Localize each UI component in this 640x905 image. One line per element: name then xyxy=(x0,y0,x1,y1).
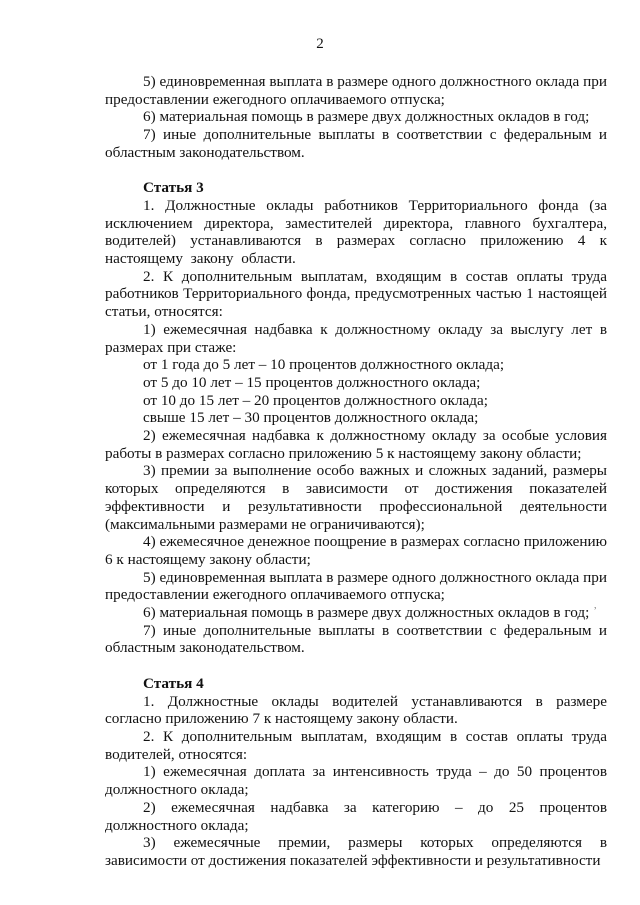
page-number: 2 xyxy=(316,36,324,52)
section-gap xyxy=(105,657,607,675)
scan-mark: , xyxy=(594,600,597,611)
paragraph-item: 1) ежемесячная доплата за интенсивность труда – до 50 процентов должностного оклада; xyxy=(105,763,607,799)
paragraph-item: 5) единовременная выплата в размере одного должностного оклада при предоставлении ежегодного оплачиваемого отпуска; xyxy=(105,568,607,604)
article-3-heading: Статья 3 xyxy=(143,179,204,197)
paragraph-item: 3) премии за выполнение особо важных и сложных заданий, размеры которых определяются в зависимости от достижения показателей эффективности и результативности профессиональной деятельности (максимальными размерами не ограничиваются); xyxy=(105,462,607,533)
paragraph-item: 5) единовременная выплата в размере одного должностного оклада при предоставлении ежегодного оплачиваемого отпуска; xyxy=(105,73,607,108)
article-4-heading: Статья 4 xyxy=(143,674,204,692)
paragraph: 1. Должностные оклады работников Территориального фонда (за исключением директора, заместителей директора, главного бухгалтера, водителей) устанавливаются в размерах согласно приложению 4 к настоящему закону области. xyxy=(105,196,607,268)
document-body xyxy=(105,73,607,870)
seniority-tier: от 5 до 10 лет – 15 процентов должностного оклада; xyxy=(143,373,481,391)
paragraph-item: 1) ежемесячная надбавка к должностному окладу за выслугу лет в размерах при стаже: xyxy=(105,320,607,356)
paragraph: 2. К дополнительным выплатам, входящим в состав оплаты труда работников Территориального фонда, предусмотренных частью 1 настоящей статьи, относятся: xyxy=(105,267,607,321)
paragraph-item: 6) материальная помощь в размере двух должностных окладов в год; xyxy=(143,604,590,622)
section-gap xyxy=(105,162,607,180)
paragraph-item: 7) иные дополнительные выплаты в соответствии с федеральным и областным законодательством. xyxy=(105,126,607,161)
seniority-tier: свыше 15 лет – 30 процентов должностного оклада; xyxy=(143,409,479,427)
paragraph-item: 6) материальная помощь в размере двух должностных окладов в год; xyxy=(143,108,590,126)
paragraph-item: 7) иные дополнительные выплаты в соответствии с федеральным и областным законодательством. xyxy=(105,621,607,657)
paragraph: 1. Должностные оклады водителей устанавливаются в размере согласно приложению 7 к настоящему закону области. xyxy=(105,692,607,728)
seniority-tier: от 10 до 15 лет – 20 процентов должностного оклада; xyxy=(143,391,488,409)
paragraph-item: 2) ежемесячная надбавка к должностному окладу за особые условия работы в размерах согласно приложению 5 к настоящему закону области; xyxy=(105,427,607,462)
paragraph-item: 3) ежемесячные премии, размеры которых определяются в зависимости от достижения показателей эффективности и результативности xyxy=(105,834,607,869)
paragraph: 2. К дополнительным выплатам, входящим в состав оплаты труда водителей, относятся: xyxy=(105,727,607,763)
seniority-tier: от 1 года до 5 лет – 10 процентов должностного оклада; xyxy=(143,356,505,374)
paragraph-item: 2) ежемесячная надбавка за категорию – до 25 процентов должностного оклада; xyxy=(105,798,607,834)
paragraph-item: 4) ежемесячное денежное поощрение в размерах согласно приложению 6 к настоящему закону области; xyxy=(105,533,607,568)
